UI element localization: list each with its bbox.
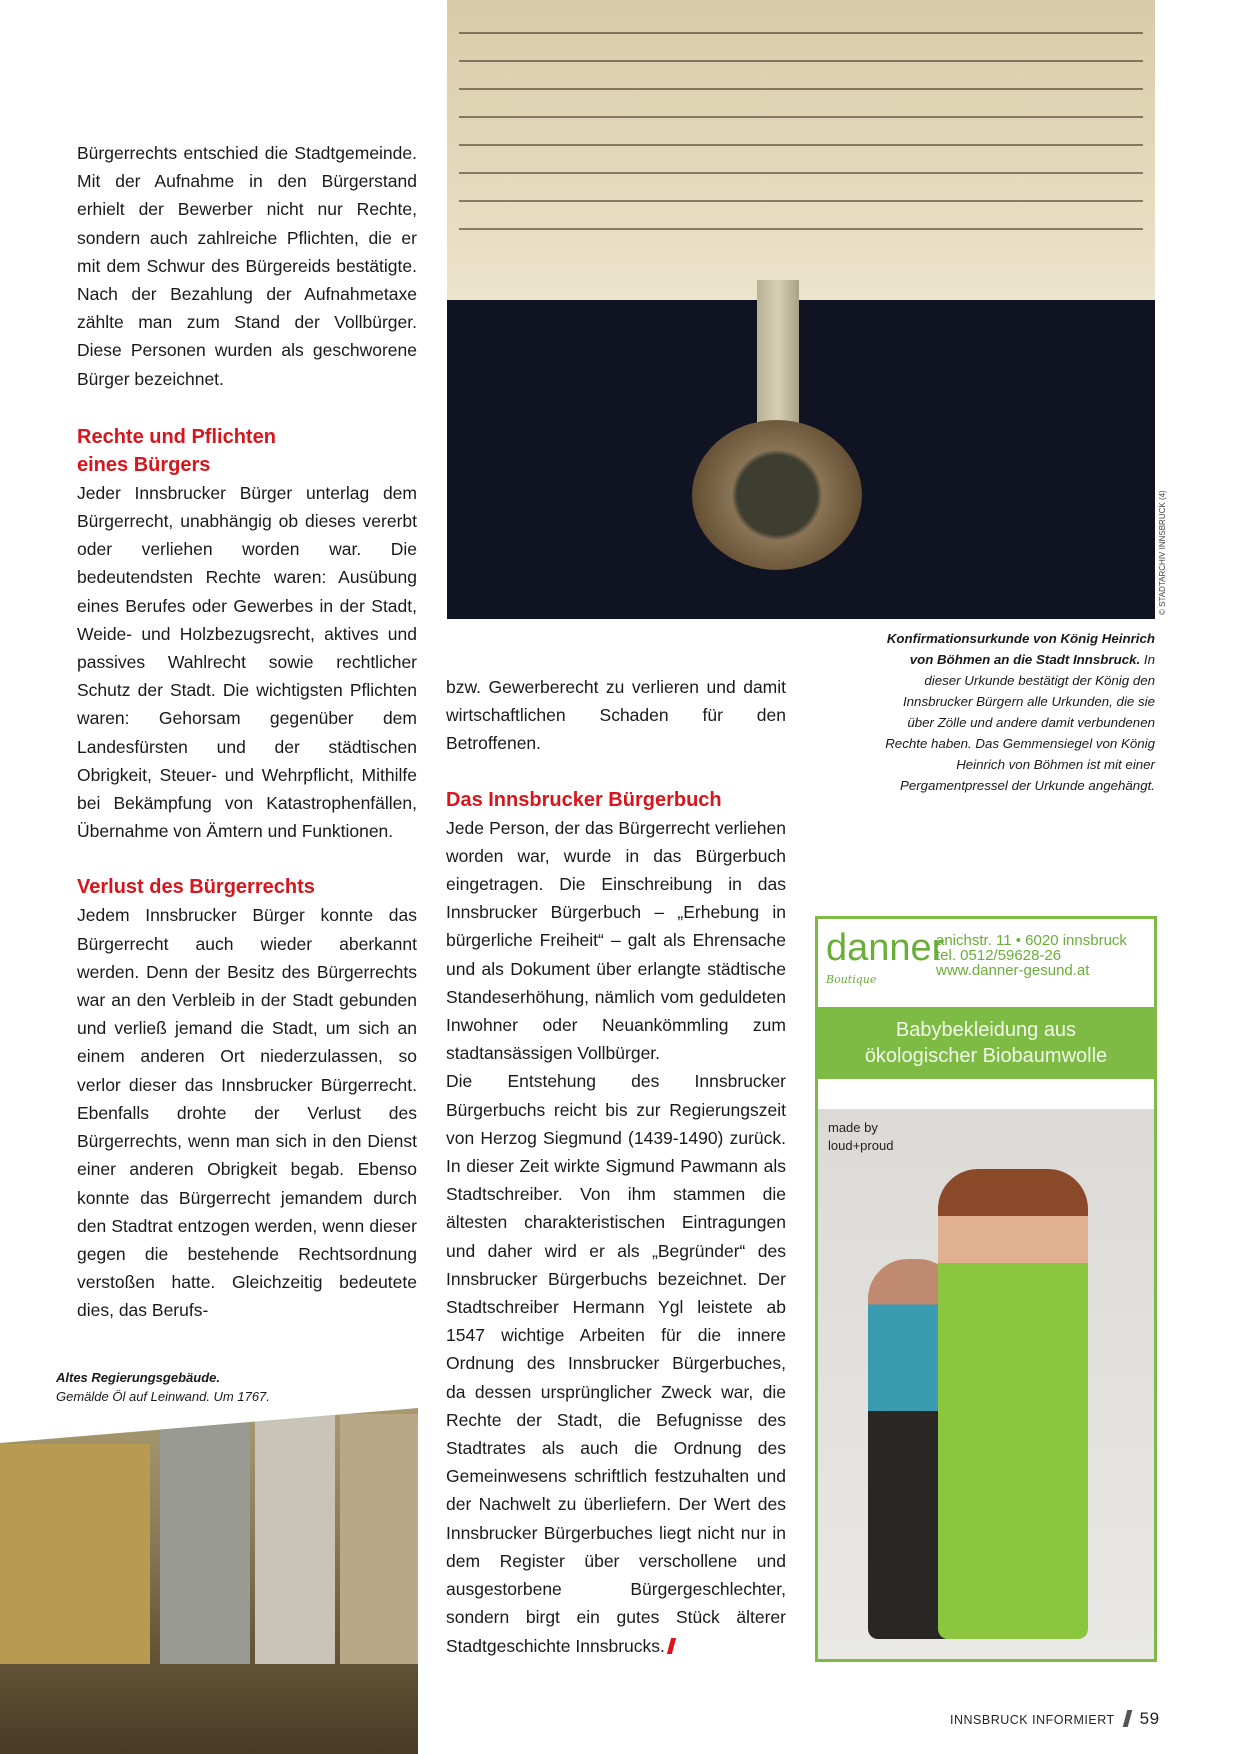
- child-figure: [938, 1169, 1088, 1639]
- continuation-paragraph: bzw. Gewerberecht zu verlieren und damit wirtschaftlichen Schaden für den Betroffenen.: [446, 677, 786, 754]
- buergerbuch-paragraph-2: Die Entstehung des Innsbrucker Bürgerbuchs reicht bis zur Regierungszeit von Herzog Siegmund (1439-1490) zurück. In dieser Zeit wirkte Sigmund Pawmann als Stadtschreiber. Von ihm stammen die ältesten charakteristischen Eintragungen und daher wird er als „Begründer“ des Innsbrucker Bürgerbuchs bezeichnet. Der Stadtschreiber Hermann Ygl leistete ab 1547 wichtige Arbeiten für die innere Ordnung des Innsbrucker Bürgerbuches, da dessen ursprünglicher Zweck war, die Rechte der Stadt, die Befugnisse des Stadtrates als auch die Ordnung des Gemeinwesens schriftlich festzuhalten und der Nachwelt zu überliefern. Der Wert des Innsbrucker Bürgerbuches liegt nicht nur in dem Register über verschollene und ausgestorbene Bürgergeschlechter, sondern birgt ein gutes Stück älterer Stadtgeschichte Innsbrucks.: [446, 1071, 786, 1656]
- made-by-label: made by loud+proud: [828, 1120, 894, 1153]
- parchment: [447, 0, 1155, 300]
- page-footer: [950, 1709, 1160, 1729]
- manuscript-caption: Konfirmationsurkunde von König Heinrich von Böhmen an die Stadt Innsbruck. In dieser Urkunde bestätigt der König den Innsbrucker Bürgern alle Urkunden, die sie über Zölle und andere damit verbundenen Rechte haben. Das Gemmensiegel von König Heinrich von Böhmen ist mit einer Pergamentpressel der Urkunde angehängt.: [885, 631, 1155, 793]
- page-number: 59: [1139, 1709, 1160, 1728]
- loss-paragraph: Jedem Innsbrucker Bürger konnte das Bürgerrecht auch wieder aberkannt werden. Denn der Besitz des Bürgerrechts war an den Verbleib in der Stadt gebunden und verließ jemand die Stadt, um sich an einem anderen Ort niederzulassen, so verlor dieser das Innsbrucker Bürgerrecht. Ebenfalls drohte der Verlust des Bürgerrechts, wenn man sich in den Dienst einer anderen Obrigkeit begab. Ebenso konnte das Bürgerrecht jemandem durch den Stadtrat entzogen werden, wenn dieser gegen die bestehende Rechtsordnung verstoßen hatte. Gleichzeitig bedeutete dies, das Berufs-: [77, 905, 417, 1321]
- left-column: [77, 139, 417, 1325]
- heading-loss-citizenship: Verlust des Bürgerrechts: [77, 876, 315, 899]
- buergerbuch-paragraph-1: Jede Person, der das Bürgerrecht verliehen worden war, wurde in das Bürgerbuch eingetragen. Die Einschreibung in das Innsbrucker Bürgerbuch – „Erhebung in bürgerliche Freiheit“ – galt als Ehrensache und als Dokument über erlangte städtische Standeserhöhung, nämlich vom geduldeten Inwohner oder Neuankömmling zum stadtansässigen Vollbürger.: [446, 817, 786, 1064]
- publication-name: INNSBRUCK INFORMIERT: [950, 1713, 1115, 1727]
- photo-credit: © STADTARCHIV INNSBRUCK (4): [1158, 490, 1167, 615]
- end-mark-icon: [667, 1638, 676, 1654]
- wax-seal-icon: [692, 420, 862, 570]
- ad-photo-children: [818, 1109, 1154, 1659]
- ad-headline: Babybekleidung aus ökologischer Biobaumwolle: [818, 1007, 1154, 1079]
- painting-caption: Altes Regierungsgebäude. Gemälde Öl auf Leinwand. Um 1767.: [56, 1370, 270, 1404]
- danner-logo-sub: Boutique: [826, 973, 877, 986]
- heading-rights-duties: Rechte und Pflichten eines Bürgers: [77, 425, 276, 476]
- intro-paragraph: Bürgerrechts entschied die Stadtgemeinde. Mit der Aufnahme in den Bürgerstand erhielt der Bewerber nicht nur Rechte, sondern auch zahlreiche Pflichten, die er mit dem Schwur des Bürgereids bestätigte. Nach der Bezahlung der Aufnahmetaxe zählte man zum Stand der Vollbürger. Diese Personen wurden als geschworene Bürger bezeichnet.: [77, 143, 417, 389]
- slash-icon: [1122, 1710, 1132, 1727]
- danner-logo: danner: [826, 927, 945, 969]
- ad-contact: anichstr. 11 • 6020 innsbruck tel. 0512/59628-26 www.danner-gesund.at: [936, 932, 1127, 979]
- painting-old-government-building: [0, 1408, 418, 1754]
- heading-buergerbuch: Das Innsbrucker Bürgerbuch: [446, 788, 722, 811]
- rights-paragraph: Jeder Innsbrucker Bürger unterlag dem Bürgerrecht, unabhängig ob dieses vererbt oder verliehen worden war. Die bedeutendsten Rechte waren: Ausübung eines Berufes oder Gewerbes in der Stadt, Weide- und Holzbezugsrecht, aktives und passives Wahlrecht sowie rechtlicher Schutz der Stadt. Die wichtigsten Pflichten waren: Gehorsam gegenüber dem Landesfürsten und der städtischen Obrigkeit, Steuer- und Wehrpflicht, Mithilfe bei Bekämpfung von Katastrophenfällen, Übernahme von Ämtern und Funktionen.: [77, 482, 417, 842]
- danner-advertisement[interactable]: [815, 916, 1157, 1662]
- middle-column: [446, 673, 786, 1660]
- manuscript-photo: [447, 0, 1155, 619]
